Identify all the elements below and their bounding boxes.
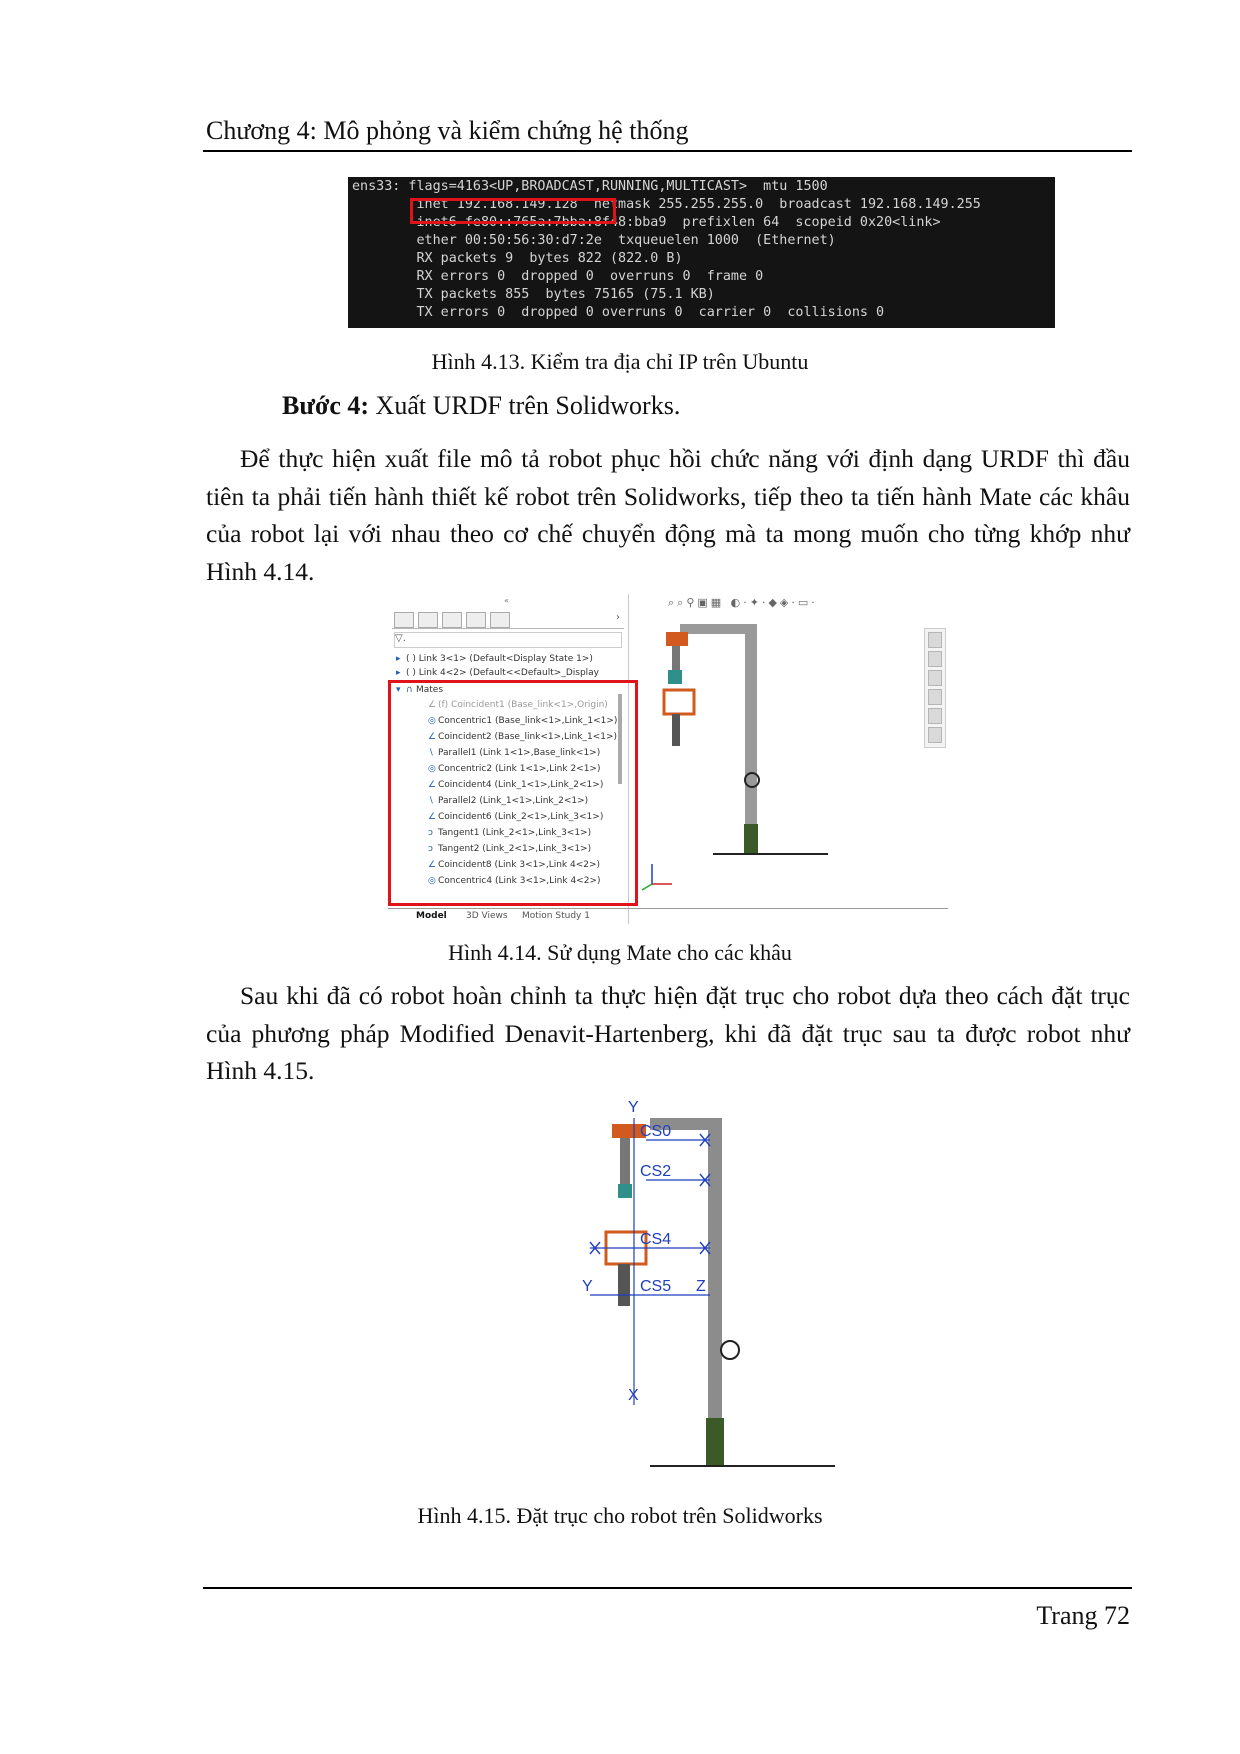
robot-3d-view [628, 594, 928, 908]
body-paragraph: Sau khi đã có robot hoàn chỉnh ta thực hiện đặt trục cho robot dựa theo cách đặt trục của phương pháp Modified Denavit-Hartenberg, khi đã đặt trục sau ta được robot như Hình 4.15. [206, 981, 1130, 1085]
axis-label-y-left: Y [582, 1278, 593, 1295]
terminal-line: RX errors 0 dropped 0 overruns 0 frame 0 [352, 269, 764, 284]
handwheel [721, 1341, 739, 1359]
tree-item: ▸ ( ) Link 3<1> (Default<Display State 1>) [396, 654, 593, 664]
tree-item: ∠ Coincident4 (Link_1<1>,Link_2<1>) [428, 780, 604, 790]
robot-link [672, 646, 680, 670]
robot-link [620, 1138, 630, 1184]
frame-label-cs5: CS5 [640, 1278, 672, 1295]
terminal-line: ether 00:50:56:30:d7:2e txqueuelen 1000 (Ethernet) [352, 233, 836, 248]
frame-label-cs0: CS0 [640, 1123, 672, 1140]
chapter-header: Chương 4: Mô phỏng và kiểm chứng hệ thống [206, 116, 689, 145]
tree-item: ↄ Tangent2 (Link_2<1>,Link_3<1>) [428, 844, 592, 854]
axis-label-z-right: Z [696, 1278, 706, 1295]
view-toolbar-icons: ⌕⌕⚲▣▦ ◐·✦·◆◈·▭· [668, 596, 818, 609]
terminal-line: inet6 fe80::765a:7bba:8f48:bba9 prefixlen 64 scopeid 0x20<link> [352, 215, 941, 230]
figure-caption-4-14: Hình 4.14. Sử dụng Mate cho các khâu [448, 940, 792, 965]
tab-model[interactable]: Model [416, 911, 447, 921]
property-manager-tab-icon [418, 612, 438, 628]
body-paragraph: Để thực hiện xuất file mô tả robot phục hồi chức năng với định dạng URDF thì đầu tiên ta phải tiến hành thiết kế robot trên Solidworks, tiếp theo ta tiến hành Mate các khâu của robot lại với nhau theo cơ chế chuyển động mà ta mong muốn cho từng khớp như Hình 4.14. [206, 444, 1130, 586]
robot-joint [618, 1184, 632, 1198]
tree-item: ◎ Concentric1 (Base_link<1>,Link_1<1>) [428, 716, 618, 726]
feature-manager-tabs [392, 612, 624, 629]
terminal-line: inet 192.168.149.128 netmask 255.255.255.0 broadcast 192.168.149.255 [352, 197, 981, 212]
terminal-line: TX errors 0 dropped 0 overruns 0 carrier 0 collisions 0 [352, 305, 885, 320]
tree-item-mates: ▾ ∩ Mates [396, 685, 444, 695]
tree-item: ∠ Coincident8 (Link 3<1>,Link 4<2>) [428, 860, 601, 870]
ip-highlight-box [410, 198, 616, 224]
tree-item: ∖ Parallel1 (Link 1<1>,Base_link<1>) [428, 748, 601, 758]
tree-item: ↄ Tangent1 (Link_2<1>,Link_3<1>) [428, 828, 592, 838]
robot-link [664, 690, 694, 714]
robot-link [618, 1264, 630, 1306]
tree-item: ∖ Parallel2 (Link_1<1>,Link_2<1>) [428, 796, 589, 806]
robot-joint [668, 670, 682, 684]
axis-label-y-top: Y [628, 1100, 639, 1116]
collapse-handle-icon: « [504, 596, 509, 605]
footer-divider [203, 1587, 1132, 1589]
feature-tree-tab-icon [394, 612, 414, 628]
feature-manager-tree [388, 594, 629, 924]
dimxpert-tab-icon [466, 612, 486, 628]
robot-base [744, 824, 758, 854]
tree-item: ∠ Coincident6 (Link_2<1>,Link_3<1>) [428, 812, 604, 822]
tree-item: ∠ (f) Coincident1 (Base_link<1>,Origin) [428, 700, 608, 710]
display-manager-tab-icon [490, 612, 510, 628]
robot-link [666, 632, 688, 646]
step-text: Xuất URDF trên Solidworks. [369, 391, 681, 420]
header-divider [203, 150, 1132, 152]
terminal-line: RX packets 9 bytes 822 (822.0 B) [352, 251, 683, 266]
terminal-line: TX packets 855 bytes 75165 (75.1 KB) [352, 287, 715, 302]
tree-item: ◎ Concentric4 (Link 3<1>,Link 4<2>) [428, 876, 601, 886]
robot-post [745, 624, 757, 824]
filter-icon: ▽. [394, 632, 622, 648]
chevron-right-icon: › [616, 612, 620, 623]
step-heading [282, 391, 680, 421]
robot-post [708, 1118, 722, 1438]
axis-y [642, 884, 652, 890]
axis-label-x-bottom: X [628, 1387, 639, 1404]
page-number: Trang 72 [1036, 1601, 1130, 1630]
robot-base [706, 1418, 724, 1466]
configuration-tab-icon [442, 612, 462, 628]
tab-3d-views[interactable]: 3D Views [466, 911, 508, 921]
tab-motion-study[interactable]: Motion Study 1 [522, 911, 590, 921]
figure-caption-4-13: Hình 4.13. Kiểm tra địa chỉ IP trên Ubuntu [431, 349, 809, 374]
terminal-screenshot [348, 177, 1055, 328]
frame-label-cs2: CS2 [640, 1163, 672, 1180]
library-icon [928, 689, 942, 705]
folder-icon [928, 670, 942, 686]
solidworks-screenshot [388, 594, 948, 924]
home-icon [928, 632, 942, 648]
resources-icon [928, 651, 942, 667]
bottom-tabs [388, 908, 948, 925]
tree-item: ◎ Concentric2 (Link 1<1>,Link 2<1>) [428, 764, 601, 774]
robot-link [672, 714, 680, 746]
step-label: Bước 4: [282, 391, 370, 420]
appearance-icon [928, 708, 942, 724]
robot-arm-beam [680, 624, 757, 634]
tree-item: ▸ ( ) Link 4<2> (Default<<Default>_Display [396, 668, 600, 678]
mates-highlight-box [388, 680, 638, 906]
terminal-line: ens33: flags=4163<UP,BROADCAST,RUNNING,MULTICAST> mtu 1500 [352, 179, 828, 194]
robot-axes-figure [560, 1100, 850, 1480]
properties-icon [928, 727, 942, 743]
figure-caption-4-15: Hình 4.15. Đặt trục cho robot trên Solidworks [417, 1503, 823, 1528]
tree-item: ∠ Coincident2 (Base_link<1>,Link_1<1>) [428, 732, 618, 742]
frame-label-cs4: CS4 [640, 1231, 672, 1248]
